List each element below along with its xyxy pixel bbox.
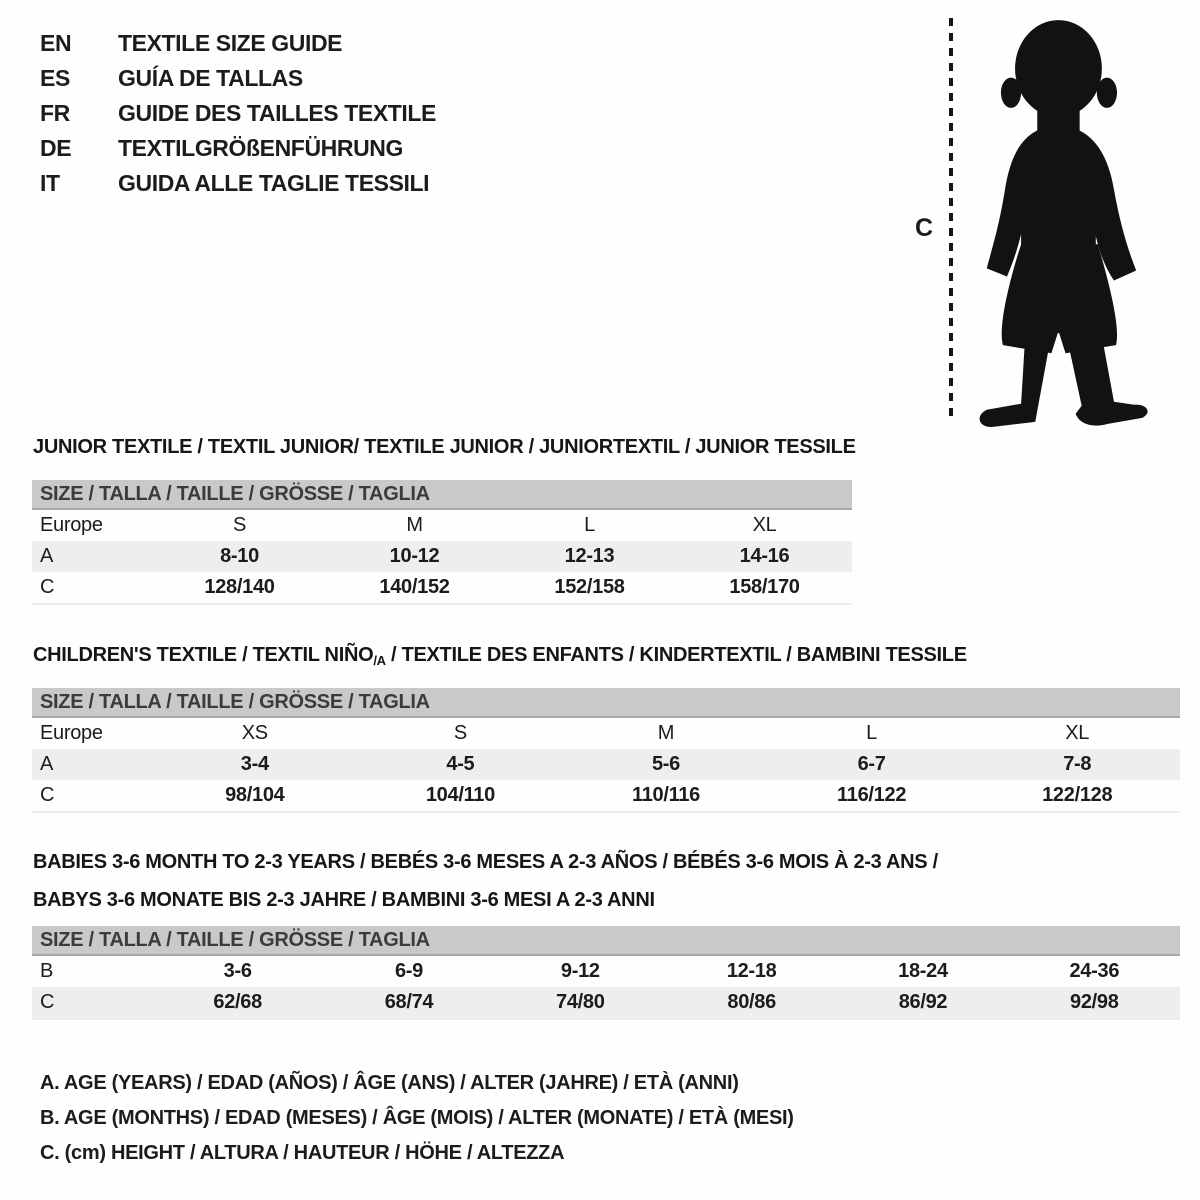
- row-label: Europe: [40, 514, 103, 536]
- legend-line-c: C. (cm) HEIGHT / ALTURA / HAUTEUR / HÖHE / ALTEZZA: [40, 1142, 565, 1164]
- junior-section-title: JUNIOR TEXTILE / TEXTIL JUNIOR/ TEXTILE JUNIOR / JUNIORTEXTIL / JUNIOR TESSILE: [33, 436, 856, 458]
- language-row-de: [40, 131, 436, 166]
- table-cell: 3-6: [223, 960, 252, 982]
- table-cell: S: [453, 722, 467, 744]
- table-cell: 7-8: [1063, 753, 1092, 775]
- table-cell: L: [584, 514, 595, 536]
- table-cell: 158/170: [729, 576, 800, 598]
- table-cell: 3-4: [240, 753, 269, 775]
- table-cell: XL: [752, 514, 777, 536]
- table-cell: 6-7: [857, 753, 886, 775]
- size-header-bar: SIZE / TALLA / TAILLE / GRÖSSE / TAGLIA: [32, 926, 1180, 956]
- table-cell: XS: [241, 722, 268, 744]
- language-list: [40, 26, 436, 201]
- table-cell: 98/104: [225, 784, 285, 806]
- table-cell: 74/80: [556, 991, 605, 1013]
- language-title: GUIDE DES TAILLES TEXTILE: [118, 100, 436, 126]
- language-title: GUIDA ALLE TAGLIE TESSILI: [118, 170, 430, 196]
- row-label: A: [40, 545, 54, 567]
- table-row: [32, 749, 1180, 780]
- baby-figure: [905, 10, 1175, 438]
- row-label: C: [40, 784, 55, 806]
- legend: [40, 1066, 794, 1171]
- row-label: C: [40, 576, 55, 598]
- language-code: ES: [40, 65, 70, 91]
- table-cell: 152/158: [554, 576, 625, 598]
- table-cell: M: [657, 722, 675, 744]
- table-row: [32, 541, 852, 572]
- table-cell: 68/74: [384, 991, 434, 1013]
- table-cell: XL: [1065, 722, 1090, 744]
- table-row: [32, 510, 852, 541]
- table-cell: 9-12: [560, 960, 600, 982]
- height-measure-label: C: [915, 214, 934, 242]
- table-cell: 18-24: [898, 960, 948, 982]
- table-cell: 128/140: [204, 576, 275, 598]
- table-cell: 12-18: [726, 960, 777, 982]
- table-cell: 140/152: [379, 576, 450, 598]
- table-cell: 62/68: [213, 991, 262, 1013]
- legend-line-b: B. AGE (MONTHS) / EDAD (MESES) / ÂGE (MOIS) / ALTER (MONATE) / ETÀ (MESI): [40, 1107, 794, 1129]
- table-cell: 116/122: [837, 784, 907, 806]
- table-cell: 12-13: [564, 545, 615, 567]
- table-row: [32, 572, 852, 603]
- table-cell: 14-16: [739, 545, 790, 567]
- size-header-bar: SIZE / TALLA / TAILLE / GRÖSSE / TAGLIA: [32, 688, 1180, 718]
- table-cell: 86/92: [898, 991, 948, 1013]
- language-title: TEXTILE SIZE GUIDE: [118, 30, 343, 56]
- children-title-post: / TEXTILE DES ENFANTS / KINDERTEXTIL / BAMBINI TESSILE: [385, 644, 967, 666]
- language-code: FR: [40, 100, 70, 126]
- language-title: GUÍA DE TALLAS: [118, 65, 303, 91]
- table-cell: 4-5: [446, 753, 475, 775]
- children-title-pre: CHILDREN'S TEXTILE / TEXTIL NIÑO: [33, 644, 374, 666]
- row-label: Europe: [40, 722, 103, 744]
- babies-title-line2: BABYS 3-6 MONATE BIS 2-3 JAHRE / BAMBINI 3-6 MESI A 2-3 ANNI: [33, 888, 655, 911]
- table-row: [32, 718, 1180, 749]
- height-dashed-line: [949, 18, 953, 420]
- babies-size-table: [32, 926, 1180, 1020]
- legend-line-a: A. AGE (YEARS) / EDAD (AÑOS) / ÂGE (ANS) / ALTER (JAHRE) / ETÀ (ANNI): [40, 1072, 739, 1094]
- children-title-sub: /A: [373, 653, 386, 668]
- children-section-title: [33, 644, 967, 668]
- language-row-es: [40, 61, 436, 96]
- babies-section-title: [33, 843, 938, 919]
- language-title: TEXTILGRÖßENFÜHRUNG: [118, 135, 403, 161]
- table-cell: L: [866, 722, 877, 744]
- table-cell: 8-10: [220, 545, 259, 567]
- baby-silhouette-icon: [963, 12, 1163, 434]
- table-cell: S: [232, 514, 247, 536]
- table-cell: 104/110: [425, 784, 495, 806]
- language-row-en: [40, 26, 436, 61]
- row-label: B: [40, 960, 54, 982]
- children-size-table: [32, 688, 1180, 813]
- table-row: [32, 956, 1180, 987]
- language-row-it: [40, 166, 436, 201]
- table-cell: 6-9: [394, 960, 423, 982]
- row-label: C: [40, 991, 55, 1013]
- table-cell: 24-36: [1069, 960, 1120, 982]
- size-header-bar: SIZE / TALLA / TAILLE / GRÖSSE / TAGLIA: [32, 480, 852, 510]
- row-label: A: [40, 753, 54, 775]
- language-code: EN: [40, 30, 72, 56]
- table-cell: 5-6: [651, 753, 680, 775]
- table-cell: 10-12: [389, 545, 440, 567]
- language-code: IT: [40, 170, 60, 196]
- table-cell: M: [406, 514, 423, 536]
- table-cell: 92/98: [1070, 991, 1119, 1013]
- language-code: DE: [40, 135, 72, 161]
- table-row: [32, 987, 1180, 1018]
- junior-size-table: [32, 480, 852, 605]
- babies-title-line1: BABIES 3-6 MONTH TO 2-3 YEARS / BEBÉS 3-6 MESES A 2-3 AÑOS / BÉBÉS 3-6 MOIS À 2-3 ANS /: [33, 850, 938, 873]
- language-row-fr: [40, 96, 436, 131]
- table-cell: 110/116: [631, 784, 700, 806]
- table-cell: 80/86: [727, 991, 776, 1013]
- table-row: [32, 780, 1180, 811]
- table-cell: 122/128: [1042, 784, 1113, 806]
